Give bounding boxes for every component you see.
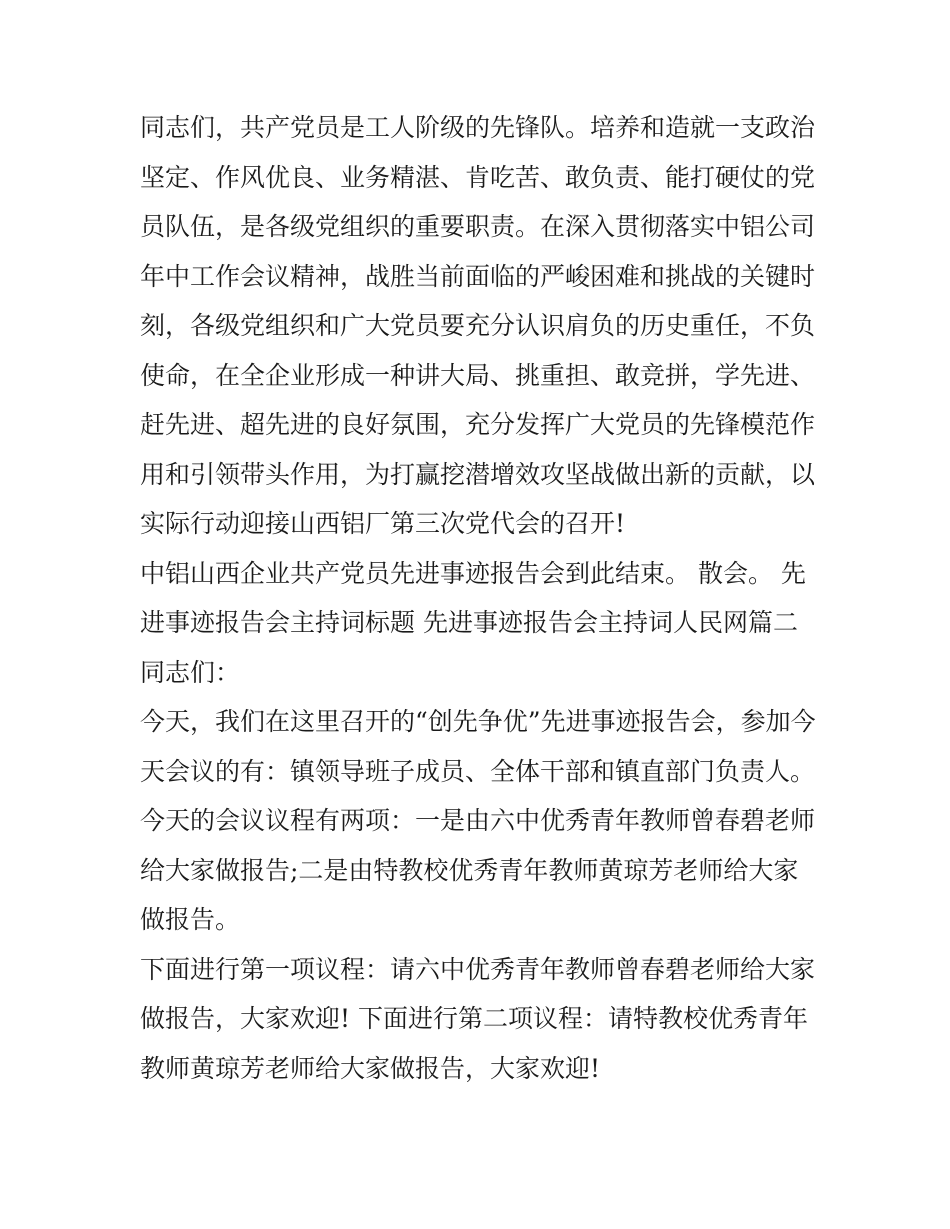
text-line: 员队伍，是各级党组织的重要职责。在深入贯彻落实中铝公司 bbox=[140, 212, 816, 241]
text-line: 今天的会议议程有两项：一是由六中优秀青年教师曾春碧老师 bbox=[140, 806, 816, 835]
paragraph-agenda bbox=[140, 945, 820, 1094]
text-line: 刻，各级党组织和广大党员要充分认识肩负的历史重任，不负 bbox=[140, 311, 816, 340]
text-line: 给大家做报告;二是由特教校优秀青年教师黄琼芳老师给大家 bbox=[140, 855, 799, 885]
text-line: 天会议的有：镇领导班子成员、全体干部和镇直部门负责人。 bbox=[140, 756, 816, 786]
text-line: 下面进行第一项议程：请六中优秀青年教师曾春碧老师给大家 bbox=[140, 954, 816, 984]
document-body bbox=[140, 103, 820, 1093]
text-line: 实际行动迎接山西铝厂第三次党代会的召开! bbox=[140, 509, 626, 538]
text-line: 中铝山西企业共产党员先进事迹报告会到此结束。 散会。 先 bbox=[140, 558, 806, 588]
text-line: 做报告。 bbox=[140, 905, 241, 934]
text-line: 同志们： bbox=[140, 657, 241, 687]
text-line: 用和引领带头作用，为打赢挖潜增效攻坚战做出新的贡献，以 bbox=[140, 459, 816, 489]
text-line: 做报告，大家欢迎! 下面进行第二项议程：请特教校优秀青年 bbox=[140, 1004, 808, 1033]
paragraph-meeting-end bbox=[140, 549, 820, 698]
text-line: 进事迹报告会主持词标题 先进事迹报告会主持词人民网篇二 bbox=[140, 608, 798, 637]
text-line: 赶先进、超先进的良好氛围，充分发挥广大党员的先锋模范作 bbox=[140, 410, 816, 439]
text-line: 坚定、作风优良、业务精湛、肯吃苦、敢负责、能打硬仗的党 bbox=[140, 162, 816, 192]
text-line: 今天，我们在这里召开的“创先争优”先进事迹报告会，参加今 bbox=[140, 707, 816, 736]
paragraph-opening bbox=[140, 697, 820, 945]
text-line: 年中工作会议精神，战胜当前面临的严峻困难和挑战的关键时 bbox=[140, 261, 816, 291]
paragraph-closing-remarks bbox=[140, 103, 820, 549]
text-line: 使命，在全企业形成一种讲大局、挑重担、敢竞拼，学先进、 bbox=[140, 360, 816, 390]
text-line: 教师黄琼芳老师给大家做报告，大家欢迎! bbox=[140, 1053, 601, 1083]
text-line: 同志们，共产党员是工人阶级的先锋队。培养和造就一支政治 bbox=[140, 113, 816, 142]
